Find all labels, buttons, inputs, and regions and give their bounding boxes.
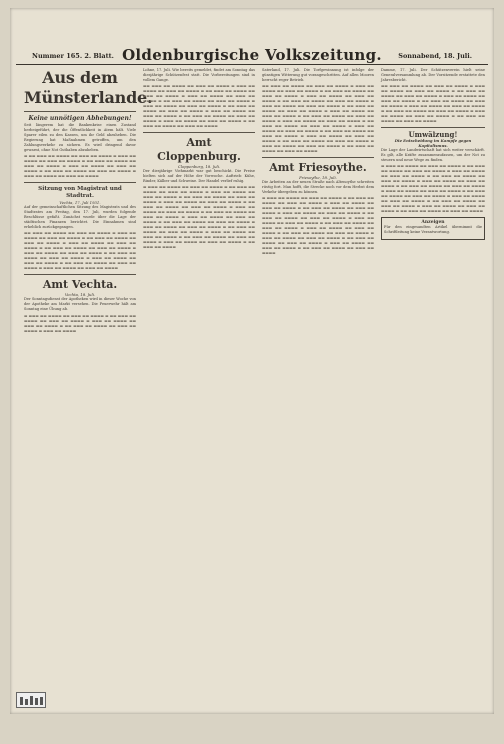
article-body: Saterland, 17. Juli. Die Torfgewinnung ist infolge der günstigen Witterung gut vorangeschritten. Auf allen Mooren herrscht reger Betrieb. <box>262 68 374 82</box>
notice-box <box>381 217 485 239</box>
section-heading-umwaelzung: Umwälzung! <box>408 130 458 140</box>
section-heading-vechta: Amt Vechta. <box>42 278 118 292</box>
article-body-filler: ▬▬ ▬▬▬ ▬▬ ▬▬▬▬ ▬▬ ▬▬▬ ▬▬ ▬▬▬▬ ▬ ▬▬▬ ▬▬ ▬▬▬▬ ▬▬ ▬▬▬ ▬▬ ▬▬▬▬ ▬ ▬▬ ▬▬▬ ▬▬ ▬▬▬▬ ▬▬ ▬▬▬ ▬▬ ▬▬▬▬ ▬ ▬▬▬ ▬▬ ▬▬▬▬ ▬▬ ▬▬▬ ▬▬ ▬▬▬▬ ▬ ▬▬ ▬▬▬ ▬▬ ▬▬▬▬ ▬▬ ▬▬▬ ▬▬ ▬▬▬▬ ▬ ▬▬▬ ▬▬ ▬▬▬▬ ▬▬ ▬▬▬ ▬▬ ▬▬▬▬ ▬ ▬▬ ▬▬▬ ▬▬ ▬▬▬▬ ▬▬ ▬▬▬ ▬▬ ▬▬▬▬ ▬ ▬▬▬ ▬▬ ▬▬▬▬ ▬▬ ▬▬▬ ▬▬ ▬▬▬▬ ▬ ▬▬ ▬▬▬ ▬▬ ▬▬▬▬ ▬▬ ▬▬▬ ▬▬ ▬▬▬▬ ▬ ▬▬▬ ▬▬ ▬▬▬▬ ▬▬ ▬▬▬ ▬▬ ▬▬▬▬ ▬ ▬▬ ▬▬▬ ▬▬ ▬▬▬▬ ▬▬ ▬▬▬ ▬▬ ▬▬▬▬ ▬ ▬▬▬ ▬▬ ▬▬▬▬ ▬▬ ▬▬▬ ▬▬ ▬▬▬▬ ▬ ▬▬ ▬▬▬ ▬▬ ▬▬▬▬ ▬▬ ▬▬▬ ▬▬ ▬▬▬▬ ▬ ▬▬▬ ▬▬ ▬▬▬▬ ▬▬ ▬▬▬ ▬▬ ▬▬▬▬ ▬ ▬▬ ▬▬▬ ▬▬ ▬▬▬▬ ▬▬ ▬▬▬ ▬▬ ▬▬▬▬ ▬ ▬▬▬ ▬▬ ▬▬▬▬ ▬▬ ▬▬▬ ▬▬ ▬▬▬▬ ▬ ▬▬ ▬▬▬ ▬▬ ▬▬▬▬ ▬▬ ▬▬▬ ▬▬ ▬▬▬▬ <box>262 84 374 154</box>
article-body-filler: ▬ ▬▬ ▬▬▬ ▬▬ ▬▬▬▬ ▬▬ ▬▬▬ ▬▬ ▬▬▬▬ ▬ ▬▬▬ ▬▬ ▬▬▬▬ ▬▬ ▬▬▬ ▬▬ ▬▬▬▬ ▬ ▬▬ ▬▬▬ ▬▬ ▬▬▬▬ ▬▬ ▬▬▬ ▬▬ ▬▬▬▬ ▬ ▬▬▬ ▬▬ ▬▬▬▬ ▬▬ ▬▬▬ ▬▬ ▬▬▬▬ ▬ ▬▬ ▬▬▬ ▬▬ ▬▬▬▬ ▬▬ ▬▬▬ ▬▬ ▬▬▬▬ ▬ ▬▬▬ ▬▬ ▬▬▬▬ ▬▬ ▬▬▬ ▬▬ ▬▬▬▬ <box>24 154 136 179</box>
article-body: Lohne, 17. Juli. Wie bereits gemeldet, findet am Sonntag das diesjährige Schützenfest statt. Die Vorbereitungen sind in vollem Gange. <box>143 68 255 82</box>
article-body-filler: ▬▬ ▬▬▬ ▬▬ ▬▬▬▬ ▬▬ ▬▬▬ ▬▬ ▬▬▬▬ ▬ ▬▬▬ ▬▬ ▬▬▬▬ ▬▬ ▬▬▬ ▬▬ ▬▬▬▬ ▬ ▬▬ ▬▬▬ ▬▬ ▬▬▬▬ ▬▬ ▬▬▬ ▬▬ ▬▬▬▬ ▬ ▬▬▬ ▬▬ ▬▬▬▬ ▬▬ ▬▬▬ ▬▬ ▬▬▬▬ ▬ ▬▬ ▬▬▬ ▬▬ ▬▬▬▬ ▬▬ ▬▬▬ ▬▬ ▬▬▬▬ ▬ ▬▬▬ ▬▬ ▬▬▬▬ ▬▬ ▬▬▬ ▬▬ ▬▬▬▬ ▬ ▬▬ ▬▬▬ ▬▬ ▬▬▬▬ ▬▬ ▬▬▬ ▬▬ ▬▬▬▬ ▬ ▬▬▬ ▬▬ ▬▬▬▬ ▬▬ ▬▬▬ ▬▬ ▬▬▬▬ ▬ ▬▬ ▬▬▬ ▬▬ ▬▬▬▬ ▬▬ ▬▬▬ ▬▬ ▬▬▬▬ ▬ ▬▬▬ ▬▬ ▬▬▬▬ ▬▬ ▬▬▬ ▬▬ ▬▬▬▬ ▬ ▬▬ ▬▬▬ ▬▬ ▬▬▬▬ ▬▬ ▬▬▬ ▬▬ ▬▬▬▬ <box>143 84 255 129</box>
article-body: Auf der gemeinschaftlichen Sitzung des Magistrats und des Stadtrates am Freitag, den 17. Juli, wurden folgende Beschlüsse gefaßt. Zunächst wurde über die Lage der städtischen Finanzen berichtet. Die Einnahmen sind erheblich zurückgegangen. <box>24 205 136 230</box>
section-heading-sitzung: Sitzung von Magistrat und Stadtrat. <box>38 186 122 200</box>
article-body: Seit längerem hat die Bankenkrise einen Zustand herbeigeführt, der die Öffentlichkeit in Atem hält. Viele Sparer eilen zu den Kassen, um ihr Geld abzuheben. Die Regierung hat Maßnahmen getroffen, um den Zahlungsverkehr zu sichern. Es wird dringend davor gewarnt, ohne Not Guthaben abzuheben. <box>24 123 136 152</box>
headline-muensterland: Aus dem Münsterlande. <box>24 68 153 107</box>
issue-date: Sonnabend, 18. Juli. <box>398 52 472 60</box>
dateline: Vechta, 17. Juli 1931. <box>59 200 101 206</box>
column-3 <box>262 68 374 258</box>
article-body-filler: ▬ ▬▬▬ ▬▬ ▬▬▬▬ ▬▬ ▬▬▬ ▬▬ ▬▬▬▬ ▬ ▬▬ ▬▬▬ ▬▬ ▬▬▬▬ ▬▬ ▬▬▬ ▬▬ ▬▬▬▬ ▬ ▬▬▬ ▬▬ ▬▬▬▬ ▬▬ ▬▬▬ ▬▬ ▬▬▬▬ ▬ ▬▬ ▬▬▬ ▬▬ ▬▬▬▬ ▬▬ ▬▬▬ ▬▬ ▬▬▬▬ ▬ ▬▬▬ ▬▬ ▬▬▬▬ ▬▬ ▬▬▬ ▬▬ ▬▬▬▬ ▬ ▬▬ ▬▬▬ ▬▬ ▬▬▬▬ ▬▬ ▬▬▬ ▬▬ ▬▬▬▬ ▬ ▬▬▬ ▬▬ ▬▬▬▬ ▬▬ ▬▬▬ ▬▬ ▬▬▬▬ ▬ ▬▬ ▬▬▬ ▬▬ ▬▬▬▬ ▬▬ ▬▬▬ ▬▬ ▬▬▬▬ ▬ ▬▬▬ ▬▬ ▬▬▬▬ ▬▬ ▬▬▬ ▬▬ ▬▬▬▬ ▬ ▬▬ ▬▬▬ ▬▬ ▬▬▬▬ ▬▬ ▬▬▬ ▬▬ ▬▬▬▬ ▬ ▬▬▬ ▬▬ ▬▬▬▬ ▬▬ ▬▬▬ ▬▬ ▬▬▬▬ ▬ ▬▬ ▬▬▬ ▬▬ ▬▬▬▬ ▬▬ ▬▬▬ ▬▬ ▬▬▬▬ ▬ ▬▬▬ ▬▬ ▬▬▬▬ ▬▬ ▬▬▬ ▬▬ ▬▬▬▬ ▬ ▬▬ ▬▬▬ ▬▬ ▬▬▬▬ ▬▬ ▬▬▬ ▬▬ ▬▬▬▬ <box>262 196 374 256</box>
article-body-filler: ▬ ▬▬▬ ▬▬ ▬▬▬▬ ▬▬ ▬▬▬ ▬▬ ▬▬▬▬ ▬ ▬▬ ▬▬▬ ▬▬ ▬▬▬▬ ▬▬ ▬▬▬ ▬▬ ▬▬▬▬ ▬ ▬▬▬ ▬▬ ▬▬▬▬ ▬▬ ▬▬▬ ▬▬ ▬▬▬▬ ▬ ▬▬ ▬▬▬ ▬▬ ▬▬▬▬ ▬▬ ▬▬▬ ▬▬ ▬▬▬▬ ▬ ▬▬▬ ▬▬ ▬▬▬▬ ▬▬ ▬▬▬ ▬▬ ▬▬▬▬ ▬ ▬▬ ▬▬▬ ▬▬ ▬▬▬▬ ▬▬ ▬▬▬ ▬▬ ▬▬▬▬ ▬ ▬▬▬ ▬▬ ▬▬▬▬ ▬▬ ▬▬▬ ▬▬ ▬▬▬▬ ▬ ▬▬ ▬▬▬ ▬▬ ▬▬▬▬ ▬▬ ▬▬▬ ▬▬ ▬▬▬▬ ▬ ▬▬▬ ▬▬ ▬▬▬▬ ▬▬ ▬▬▬ ▬▬ ▬▬▬▬ ▬ ▬▬ ▬▬▬ ▬▬ ▬▬▬▬ ▬▬ ▬▬▬ ▬▬ ▬▬▬▬ ▬ ▬▬▬ ▬▬ ▬▬▬▬ ▬▬ ▬▬▬ ▬▬ ▬▬▬▬ ▬ ▬▬ ▬▬▬ ▬▬ ▬▬▬▬ ▬▬ ▬▬▬ ▬▬ ▬▬▬▬ ▬ ▬▬▬ ▬▬ ▬▬▬▬ ▬▬ ▬▬▬ ▬▬ ▬▬▬▬ ▬ ▬▬ ▬▬▬ ▬▬ ▬▬▬▬ ▬▬ ▬▬▬ ▬▬ ▬▬▬▬ ▬ ▬▬▬ ▬▬ ▬▬▬▬ ▬▬ ▬▬▬ ▬▬ ▬▬▬▬ ▬ ▬▬ ▬▬▬ ▬▬ ▬▬▬▬ <box>143 185 255 250</box>
dateline: Cloppenburg, 18. Juli. <box>177 164 221 170</box>
subhead-abhebungen: Keine unnötigen Abhebungen! <box>28 115 132 122</box>
notice-title: Anzeigen <box>421 220 445 226</box>
column-2 <box>143 68 255 252</box>
dateline: Vechta, 18. Juli. <box>64 292 96 298</box>
article-body-filler: ▬ ▬▬▬ ▬▬ ▬▬▬▬ ▬▬ ▬▬▬ ▬▬ ▬▬▬▬ ▬ ▬▬ ▬▬▬ ▬▬ ▬▬▬▬ ▬▬ ▬▬▬ ▬▬ ▬▬▬▬ ▬ ▬▬▬ ▬▬ ▬▬▬▬ ▬▬ ▬▬▬ ▬▬ ▬▬▬▬ ▬ ▬▬ ▬▬▬ ▬▬ ▬▬▬▬ ▬▬ ▬▬▬ ▬▬ ▬▬▬▬ ▬ ▬▬▬ ▬▬ ▬▬▬▬ ▬▬ ▬▬▬ ▬▬ ▬▬▬▬ ▬ ▬▬ ▬▬▬ ▬▬ ▬▬▬▬ ▬▬ ▬▬▬ ▬▬ ▬▬▬▬ ▬ ▬▬▬ ▬▬ ▬▬▬▬ ▬▬ ▬▬▬ ▬▬ ▬▬▬▬ ▬ ▬▬ ▬▬▬ ▬▬ ▬▬▬▬ ▬▬ ▬▬▬ ▬▬ ▬▬▬▬ ▬ ▬▬▬ ▬▬ ▬▬▬▬ ▬▬ ▬▬▬ ▬▬ ▬▬▬▬ ▬ ▬▬ ▬▬▬ ▬▬ ▬▬▬▬ ▬▬ ▬▬▬ ▬▬ ▬▬▬▬ ▬ ▬▬▬ ▬▬ ▬▬▬▬ ▬▬ ▬▬▬ ▬▬ ▬▬▬▬ ▬ ▬▬ ▬▬▬ ▬▬ ▬▬▬▬ ▬▬ ▬▬▬ ▬▬ ▬▬▬▬ <box>381 164 485 214</box>
article-body-filler: ▬ ▬▬▬ ▬▬ ▬▬▬▬ ▬▬ ▬▬▬ ▬▬ ▬▬▬▬ ▬ ▬▬ ▬▬▬ ▬▬ ▬▬▬▬ ▬▬ ▬▬▬ ▬▬ ▬▬▬▬ ▬ ▬▬▬ ▬▬ ▬▬▬▬ ▬▬ ▬▬▬ ▬▬ ▬▬▬▬ ▬ ▬▬ ▬▬▬ ▬▬ ▬▬▬▬ ▬▬ ▬▬▬ ▬▬ ▬▬▬▬ ▬ ▬▬▬ ▬▬ ▬▬▬▬ <box>24 313 136 333</box>
library-stamp-icon <box>16 692 46 708</box>
article-body: Der Sonntagsdienst der Apotheken wird in dieser Woche von der Apotheke am Markt versehen. Die Feuerwehr hält am Sonntag eine Übung ab. <box>24 297 136 312</box>
section-heading-friesoythe: Amt Friesoythe. <box>269 161 367 175</box>
article-body: Der diesjährige Viehmarkt war gut beschickt. Die Preise hielten sich auf der Höhe der Vorwoche. Auftrieb: Kühe, Rinder, Kälber und Schweine. Der Handel verlief ruhig. <box>143 169 255 184</box>
newspaper-title: Oldenburgische Volkszeitung. <box>122 46 382 64</box>
notice-text: Für den eingesandten Artikel übernimmt die Schriftleitung keine Verantwortung. <box>384 225 482 235</box>
article-body-filler: ▬▬ ▬▬▬ ▬▬ ▬▬▬▬ ▬▬ ▬▬▬ ▬▬ ▬▬▬▬ ▬ ▬▬▬ ▬▬ ▬▬▬▬ ▬▬ ▬▬▬ ▬▬ ▬▬▬▬ ▬ ▬▬ ▬▬▬ ▬▬ ▬▬▬▬ ▬▬ ▬▬▬ ▬▬ ▬▬▬▬ ▬ ▬▬▬ ▬▬ ▬▬▬▬ ▬▬ ▬▬▬ ▬▬ ▬▬▬▬ ▬ ▬▬ ▬▬▬ ▬▬ ▬▬▬▬ ▬▬ ▬▬▬ ▬▬ ▬▬▬▬ ▬ ▬▬▬ ▬▬ ▬▬▬▬ ▬▬ ▬▬▬ ▬▬ ▬▬▬▬ ▬ ▬▬ ▬▬▬ ▬▬ ▬▬▬▬ ▬▬ ▬▬▬ ▬▬ ▬▬▬▬ ▬ ▬▬▬ ▬▬ ▬▬▬▬ ▬▬ ▬▬▬ ▬▬ ▬▬▬▬ ▬ ▬▬ ▬▬▬ ▬▬ ▬▬▬▬ ▬▬ ▬▬▬ ▬▬ ▬▬▬▬ ▬ ▬▬▬ ▬▬ ▬▬▬▬ ▬▬ ▬▬▬ ▬▬ ▬▬▬▬ <box>24 231 136 271</box>
article-body: Die Arbeiten an der neuen Straße nach Altenoythe schreiten rüstig fort. Man hofft, die Strecke noch vor dem Herbst dem Verkehr übergeben zu können. <box>262 180 374 195</box>
dateline: Friesoythe, 18. Juli. <box>299 175 337 181</box>
column-4 <box>381 68 485 243</box>
masthead <box>16 46 488 65</box>
column-1 <box>24 68 153 335</box>
issue-number: Nummer 165. 2. Blatt. <box>32 52 114 60</box>
article-body: Die Lage der Landwirtschaft hat sich weiter verschärft. Es gilt, alle Kräfte zusammenzufassen, um der Not zu steuern und neue Wege zu finden. <box>381 148 485 163</box>
article-body-filler: ▬▬ ▬▬▬ ▬▬ ▬▬▬▬ ▬▬ ▬▬▬ ▬▬ ▬▬▬▬ ▬ ▬▬▬ ▬▬ ▬▬▬▬ ▬▬ ▬▬▬ ▬▬ ▬▬▬▬ ▬ ▬▬ ▬▬▬ ▬▬ ▬▬▬▬ ▬▬ ▬▬▬ ▬▬ ▬▬▬▬ ▬ ▬▬▬ ▬▬ ▬▬▬▬ ▬▬ ▬▬▬ ▬▬ ▬▬▬▬ ▬ ▬▬ ▬▬▬ ▬▬ ▬▬▬▬ ▬▬ ▬▬▬ ▬▬ ▬▬▬▬ ▬ ▬▬▬ ▬▬ ▬▬▬▬ ▬▬ ▬▬▬ ▬▬ ▬▬▬▬ ▬ ▬▬ ▬▬▬ ▬▬ ▬▬▬▬ ▬▬ ▬▬▬ ▬▬ ▬▬▬▬ ▬ ▬▬▬ ▬▬ ▬▬▬▬ ▬▬ ▬▬▬ ▬▬ ▬▬▬▬ ▬ ▬▬ ▬▬▬ ▬▬ ▬▬▬▬ ▬▬ ▬▬▬ ▬▬ ▬▬▬▬ <box>381 84 485 124</box>
section-heading-cloppenburg: Amt Cloppenburg. <box>157 136 241 164</box>
article-body: Damme, 17. Juli. Der Schützenverein hielt seine Generalversammlung ab. Der Vorsitzende erstattete den Jahresbericht. <box>381 68 485 82</box>
section-subheading: Die Entscheidung im Kampfe gegen Kapitalismus. <box>394 138 472 149</box>
newspaper-page <box>10 8 494 714</box>
